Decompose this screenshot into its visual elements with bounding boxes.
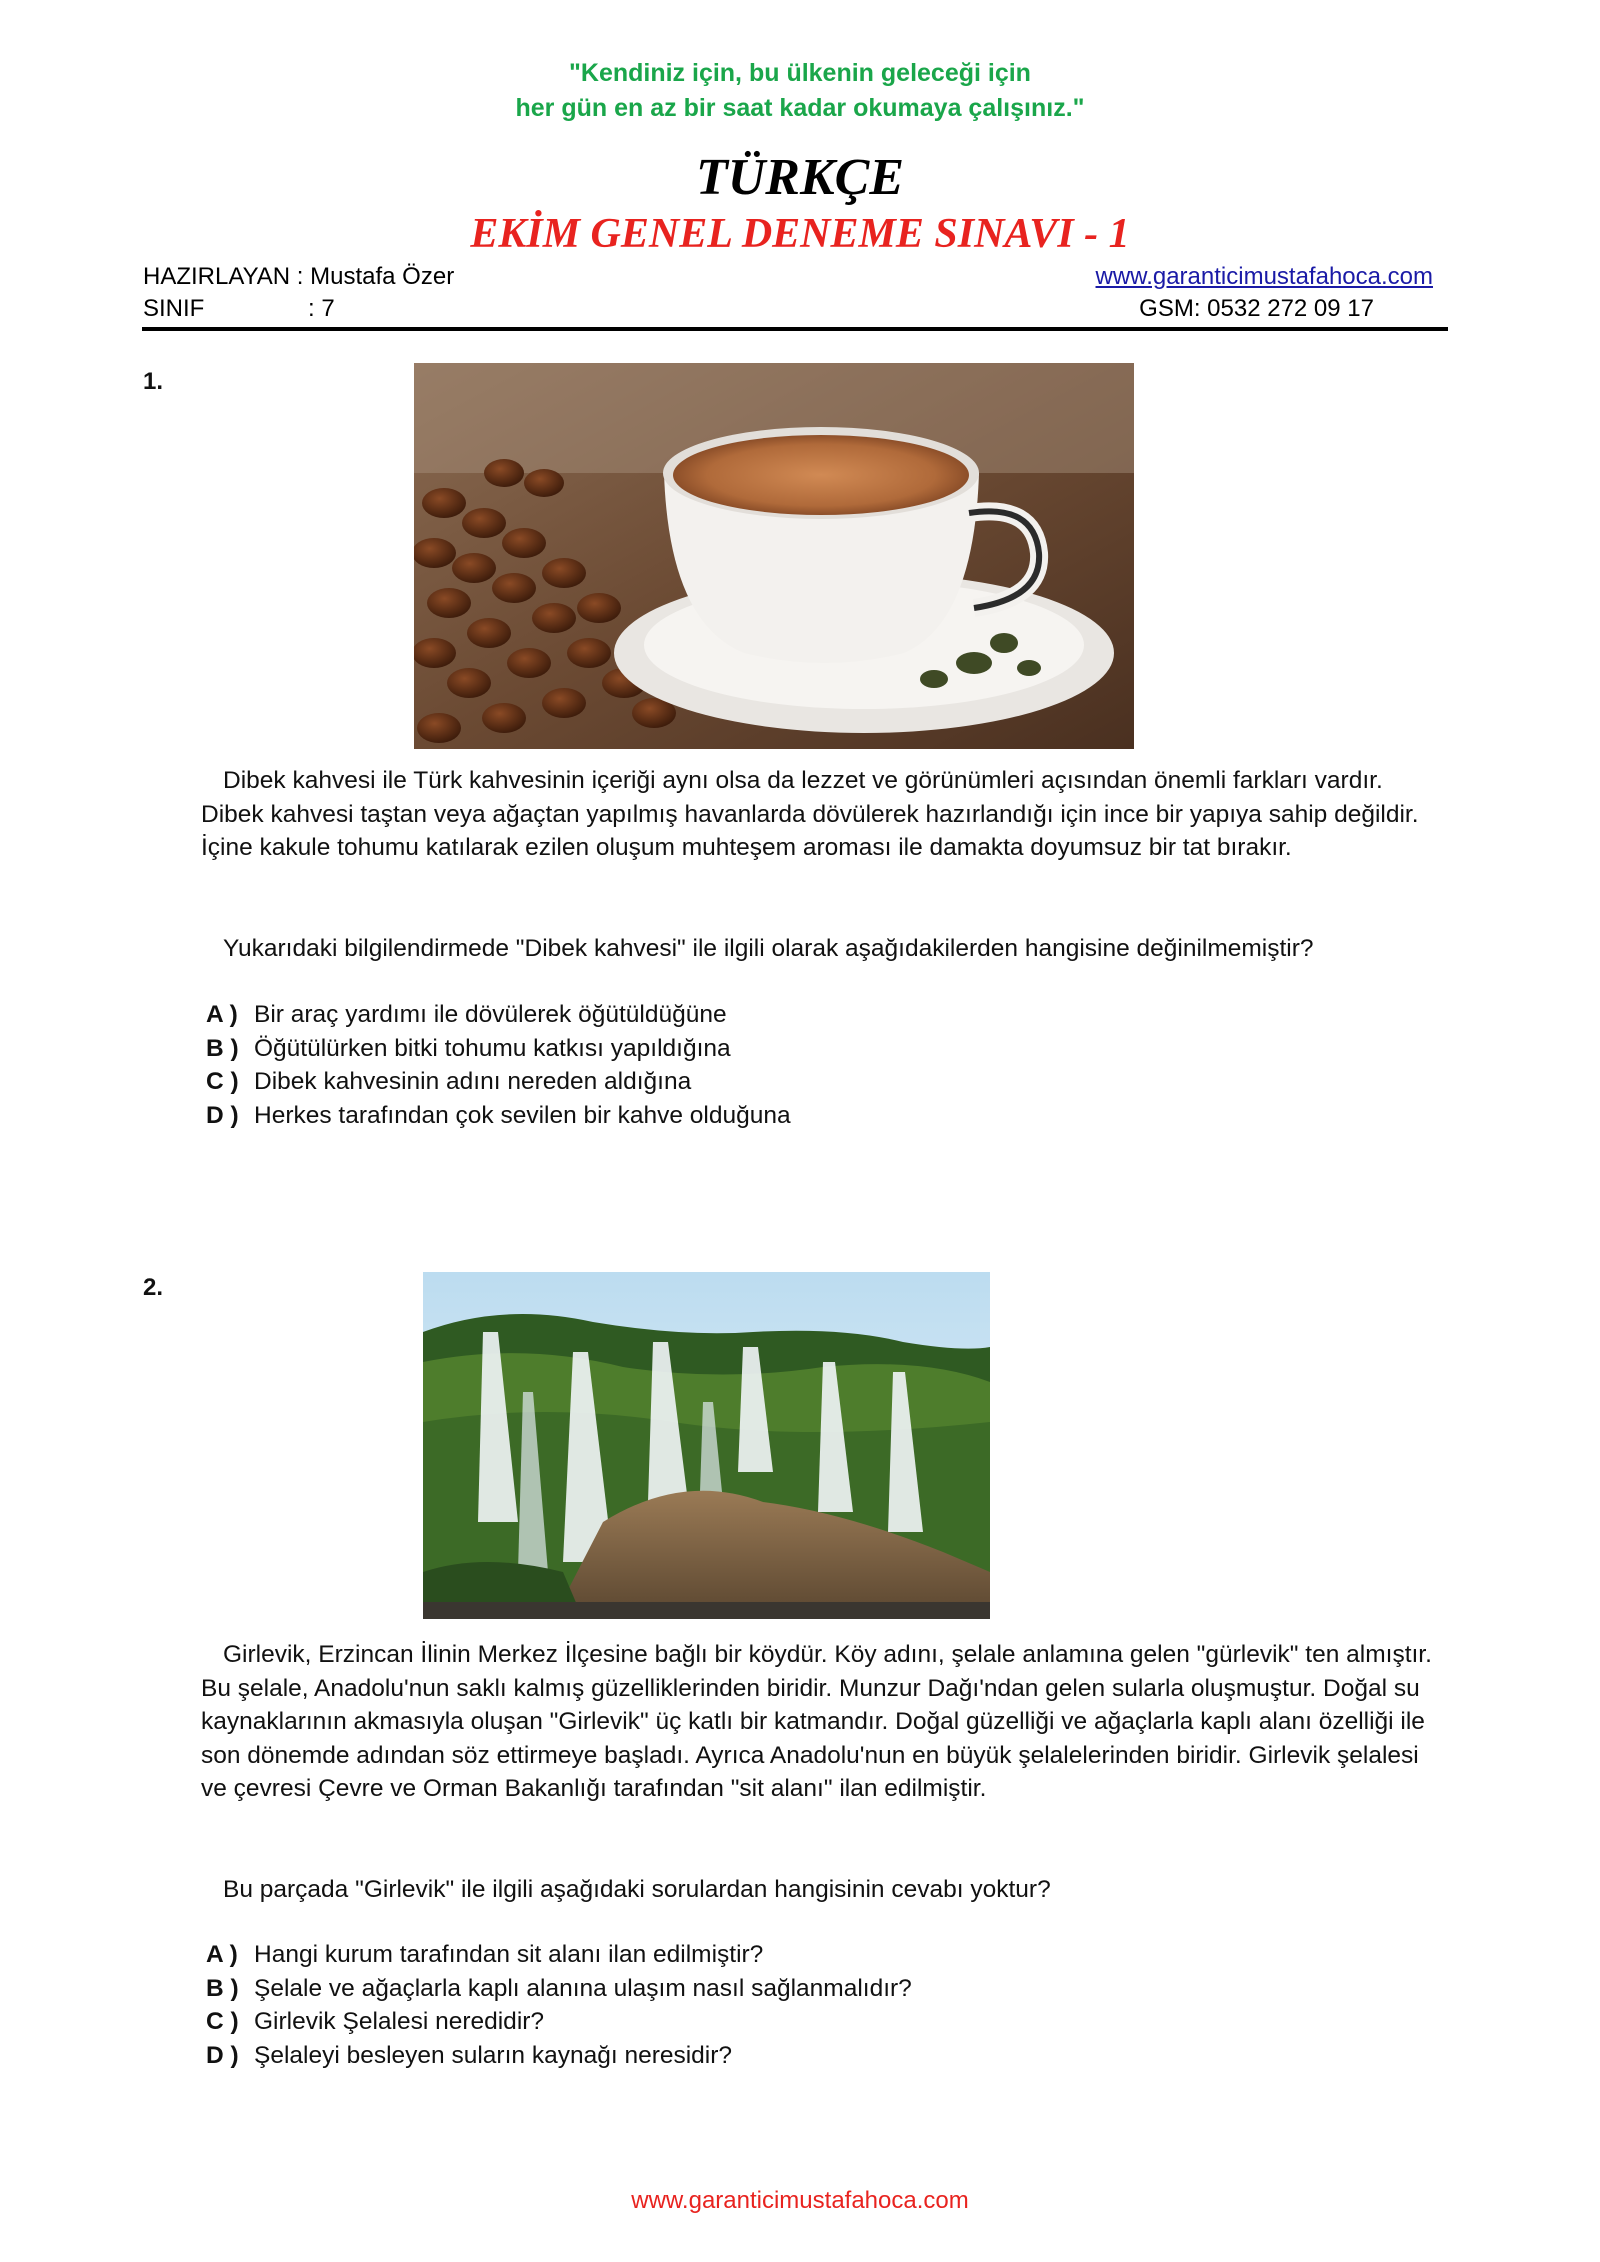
exam-title: EKİM GENEL DENEME SINAVI - 1 bbox=[470, 211, 1130, 257]
quote-line-1: "Kendiniz için, bu ülkenin geleceği için bbox=[569, 59, 1031, 87]
header-divider bbox=[142, 327, 1448, 331]
option-c[interactable]: C ) Dibek kahvesinin adını nereden aldığına bbox=[206, 1068, 692, 1096]
motivational-quote bbox=[0, 56, 1600, 126]
answer-options bbox=[206, 1938, 1406, 2072]
waterfall-photo bbox=[423, 1272, 990, 1619]
footer-website-link[interactable]: www.garanticimustafahoca.com bbox=[631, 2187, 969, 2214]
option-c[interactable]: C ) Girlevik Şelalesi neredidir? bbox=[206, 2008, 545, 2036]
option-a[interactable]: A ) Hangi kurum tarafından sit alanı ilan edilmiştir? bbox=[206, 1941, 764, 1968]
quote-line-2: her gün en az bir saat kadar okumaya çalışınız." bbox=[515, 94, 1085, 122]
question-passage: Girlevik, Erzincan İlinin Merkez İlçesine bağlı bir köydür. Köy adını, şelale anlamına gelen "gürlevik" ten almıştır. Bu şelale, Anadolu'nun saklı kalmış güzelliklerinden biridir. Munzur Dağı'ndan gelen sularla oluşmuştur. Doğal su kaynaklarının akmasıyla oluşan "Girlevik" üç katlı bir katmandır. Doğal güzelliği ve ağaçlarla kaplı alanı özelliği ile son dönemde adından söz ettirmeye başladı. Ayrıca Anadolu'nun en büyük şelalelerinden biridir. Girlevik şelalesi ve çevresi Çevre ve Orman Bakanlığı tarafından "sit alanı" ilan edilmiştir. bbox=[201, 1641, 1432, 1803]
subject-title: TÜRKÇE bbox=[695, 149, 905, 206]
option-d[interactable]: D ) Şelaleyi besleyen suların kaynağı neresidir? bbox=[206, 2041, 733, 2069]
class-label: SINIF bbox=[143, 295, 205, 322]
question-prompt: Bu parçada "Girlevik" ile ilgili aşağıdaki sorulardan hangisinin cevabı yoktur? bbox=[223, 1876, 1051, 1903]
prepared-by: HAZIRLAYAN : Mustafa Özer bbox=[143, 263, 455, 290]
class-value: : 7 bbox=[308, 295, 335, 322]
question-number: 1. bbox=[143, 368, 164, 395]
class-info bbox=[143, 294, 335, 324]
option-b[interactable]: B ) Şelale ve ağaçlarla kaplı alanına ulaşım nasıl sağlanmalıdır? bbox=[206, 1974, 912, 2002]
header-website-link[interactable]: www.garanticimustafahoca.com bbox=[1095, 263, 1433, 290]
question-number: 2. bbox=[143, 1274, 164, 1301]
question-passage: Dibek kahvesi ile Türk kahvesinin içeriği aynı olsa da lezzet ve görünümleri açısından önemli farkları vardır. Dibek kahvesi taştan veya ağaçtan yapılmış havanlarda dövülerek hazırlandığı için ince bir yapıya sahip değildir. İçine kakule tohumu katılarak ezilen oluşum muhteşem aroması ile damakta doyumsuz bir tat bırakır. bbox=[201, 767, 1419, 862]
question-prompt: Yukarıdaki bilgilendirmede "Dibek kahvesi" ile ilgili olarak aşağıdakilerden hangisine değinilmemiştir? bbox=[223, 935, 1314, 962]
option-a[interactable]: A ) Bir araç yardımı ile dövülerek öğütüldüğüne bbox=[206, 1001, 727, 1028]
phone-number: GSM: 0532 272 09 17 bbox=[1139, 295, 1374, 322]
option-b[interactable]: B ) Öğütülürken bitki tohumu katkısı yapıldığına bbox=[206, 1034, 731, 1062]
option-d[interactable]: D ) Herkes tarafından çok sevilen bir kahve olduğuna bbox=[206, 1101, 791, 1129]
answer-options bbox=[206, 998, 1406, 1132]
turkish-coffee-photo bbox=[414, 363, 1134, 749]
